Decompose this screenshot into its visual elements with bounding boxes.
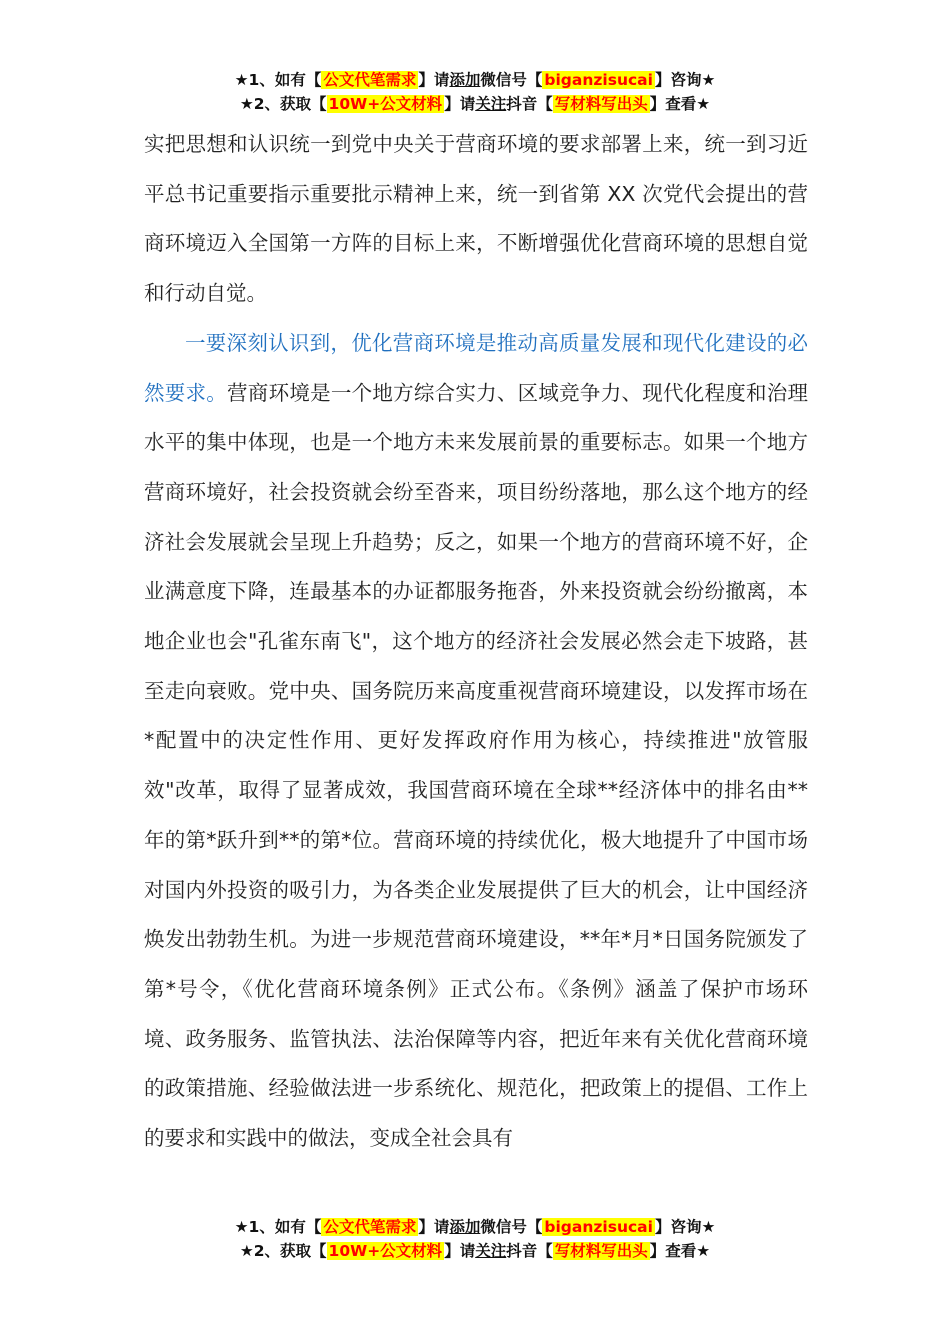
paragraph-text: 营商环境是一个地方综合实力、区域竞争力、现代化程度和治理水平的集中体现，也是一个地方未来发展前景的重要标志。如果一个地方营商环境好，社会投资就会纷至沓来，项目纷纷落地，那么这个地方的经济社会发展就会呈现上升趋势；反之，如果一个地方的营商环境不好，企业满意度下降，连最基本的办证都服务拖沓，外来投资就会纷纷撤离，本地企业也会"孔雀东南飞"，这个地方的经济社会发展必然会走下坡路，甚至走向衰败。党中央、国务院历来高度重视营商环境建设，以发挥市场在*配置中的决定性作用、更好发挥政府作用为核心，持续推进"放管服效"改革，取得了显著成效，我国营商环境在全球**经济体中的排名由**年的第*跃升到**的第*位。营商环境的持续优化，极大地提升了中国市场对国内外投资的吸引力，为各类企业发展提供了巨大的机会，让中国经济焕发出勃勃生机。为进一步规范营商环境建设，**年*月*日国务院颁发了第*号令，《优化营商环境条例》正式公布。《条例》涵盖了保护市场环境、政务服务、监管执法、法治保障等内容，把近年来有关优化营商环境的政策措施、经验做法进一步系统化、规范化，把政策上的提倡、工作上的要求和实践中的做法，变成全社会具有: [144, 380, 809, 1151]
banner-highlight: 10W+公文材料: [328, 95, 443, 113]
banner-underlined-text: 添加: [449, 1218, 481, 1236]
banner-text: 微信号【: [480, 71, 543, 89]
paragraph: [144, 319, 808, 1164]
banner-text: 】请: [444, 95, 476, 113]
banner-underlined-text: 关注: [475, 1242, 507, 1260]
banner-highlight: 10W+公文材料: [328, 1242, 443, 1260]
document-body: [144, 120, 808, 1164]
banner-highlight: biganzisucai: [544, 1218, 653, 1236]
banner-text: 】请: [444, 1242, 476, 1260]
banner-underlined-text: 关注: [475, 95, 507, 113]
banner-highlight: 公文代笔需求: [323, 71, 417, 89]
header-banner: [0, 68, 950, 116]
footer-banner: [0, 1215, 950, 1263]
banner-text: 】咨询★: [654, 71, 716, 89]
banner-text: 】请: [418, 1218, 450, 1236]
banner-line-1: [0, 1215, 950, 1239]
banner-highlight: biganzisucai: [544, 71, 653, 89]
banner-highlight: 公文代笔需求: [323, 1218, 417, 1236]
banner-text: ★2、获取【: [239, 95, 327, 113]
banner-text: ★1、如有【: [234, 71, 322, 89]
banner-line-2: [0, 92, 950, 116]
banner-text: 】查看★: [649, 1242, 711, 1260]
banner-text: 抖音【: [506, 95, 553, 113]
banner-text: ★2、获取【: [239, 1242, 327, 1260]
banner-text: ★1、如有【: [234, 1218, 322, 1236]
banner-text: 微信号【: [480, 1218, 543, 1236]
banner-text: 】咨询★: [654, 1218, 716, 1236]
paragraph: 实把思想和认识统一到党中央关于营商环境的要求部署上来，统一到习近平总书记重要指示重要批示精神上来，统一到省第 XX 次党代会提出的营商环境迈入全国第一方阵的目标上来，不断增强优化营商环境的思想自觉和行动自觉。: [144, 132, 808, 306]
banner-text: 】查看★: [649, 95, 711, 113]
banner-line-2: [0, 1239, 950, 1263]
banner-highlight: 写材料写出头: [554, 1242, 648, 1260]
banner-text: 抖音【: [506, 1242, 553, 1260]
banner-text: 】请: [418, 71, 450, 89]
paragraph-lead-sentence: 一要深刻认识到，优化营商环境是推动高质量发展和现代化建设的必然要求。: [144, 330, 808, 405]
banner-highlight: 写材料写出头: [554, 95, 648, 113]
banner-underlined-text: 添加: [449, 71, 481, 89]
banner-line-1: [0, 68, 950, 92]
